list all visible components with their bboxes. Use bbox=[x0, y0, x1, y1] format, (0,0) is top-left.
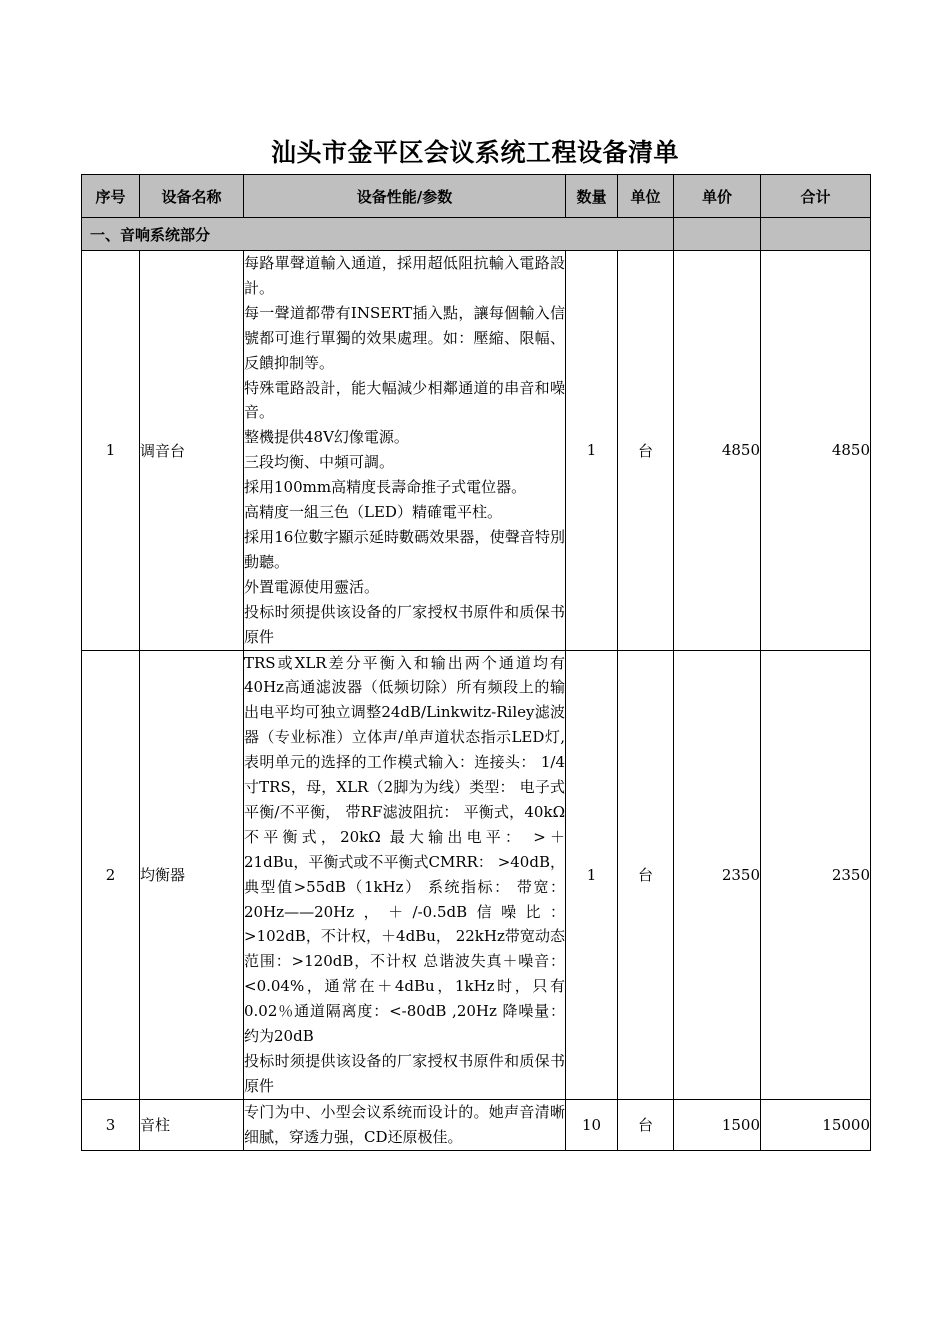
row-unit: 台 bbox=[618, 251, 674, 651]
row-qty: 1 bbox=[566, 650, 618, 1099]
row-index: 1 bbox=[82, 251, 140, 651]
spec-line: 外置電源使用靈活。 bbox=[244, 577, 380, 596]
row-spec bbox=[244, 251, 566, 651]
spec-line: 投标时须提供该设备的厂家授权书原件和质保书原件 bbox=[244, 602, 565, 646]
row-total: 15000 bbox=[761, 1099, 871, 1150]
spec-line: 三段均衡、中頻可調。 bbox=[244, 453, 395, 472]
spec-line: 专门为中、小型会议系统而设计的。她声音清晰细腻，穿透力强，CD还原极佳。 bbox=[244, 1102, 565, 1146]
spec-line: 整機提供48V幻像電源。 bbox=[244, 428, 409, 447]
row-index: 3 bbox=[82, 1099, 140, 1150]
spec-line: 特殊電路設計，能大幅減少相鄰通道的串音和噪音。 bbox=[244, 378, 565, 422]
header-index: 序号 bbox=[82, 175, 140, 218]
header-spec: 设备性能/参数 bbox=[244, 175, 566, 218]
row-qty: 10 bbox=[566, 1099, 618, 1150]
section-row-audio bbox=[82, 218, 871, 251]
row-name: 调音台 bbox=[140, 251, 244, 651]
spec-line: TRS或XLR差分平衡入和输出两个通道均有40Hz高通滤波器（低频切除）所有频段上的输出电平均可独立调整24dB/Linkwitz-Riley滤波器（专业标准）立体声/单声道状态指示LED灯,表明单元的选择的工作模式输入：连接头： 1/4寸TRS，母，XLR（2脚为为线）类型： 电子式平衡/不平衡， 带RF滤波阻抗： 平衡式，40kΩ 不平衡式，20kΩ 最大输出电平： >＋21dBu，平衡式或不平衡式CMRR： >40dB，典型值>55dB（1kHz） 系统指标： 带宽： 20Hz——20Hz，＋/-0.5dB信噪比：>102dB，不计权，＋4dBu， 22kHz带宽动态范围：>120dB，不计权 总谐波失真＋噪音：<0.04%，通常在＋4dBu，1kHz时，只有0.02％通道隔离度：<-80dB ,20Hz 降噪量： 约为20dB bbox=[244, 653, 565, 1046]
header-total: 合计 bbox=[761, 175, 871, 218]
header-unit: 单位 bbox=[618, 175, 674, 218]
row-unit: 台 bbox=[618, 650, 674, 1099]
row-name: 均衡器 bbox=[140, 650, 244, 1099]
equipment-table bbox=[81, 174, 871, 1151]
section-label: 一、音响系统部分 bbox=[82, 218, 674, 251]
row-qty: 1 bbox=[566, 251, 618, 651]
row-total: 2350 bbox=[761, 650, 871, 1099]
header-name: 设备名称 bbox=[140, 175, 244, 218]
document-title: 汕头市金平区会议系统工程设备清单 bbox=[270, 138, 679, 167]
spec-line: 高精度一組三色（LED）精確電平柱。 bbox=[244, 503, 502, 522]
table-row bbox=[82, 251, 871, 651]
row-spec bbox=[244, 1099, 566, 1150]
row-index: 2 bbox=[82, 650, 140, 1099]
header-qty: 数量 bbox=[566, 175, 618, 218]
spec-line: 每路單聲道輸入通道，採用超低阻抗輸入電路設計。 bbox=[244, 254, 565, 297]
table-row bbox=[82, 650, 871, 1099]
row-unit: 台 bbox=[618, 1099, 674, 1150]
spec-line: 每一聲道都帶有INSERT插入點，讓每個輸入信號都可進行單獨的效果處理。如：壓縮、限幅、反饋抑制等。 bbox=[244, 303, 565, 372]
table-header-row bbox=[82, 175, 871, 218]
row-price: 2350 bbox=[674, 650, 761, 1099]
spec-line: 採用100mm高精度長壽命推子式電位器。 bbox=[244, 478, 527, 497]
table-row bbox=[82, 1099, 871, 1150]
spec-line: 投标时须提供该设备的厂家授权书原件和质保书原件 bbox=[244, 1052, 565, 1095]
section-price-cell bbox=[674, 218, 761, 251]
spec-line: 採用16位數字顯示延時數碼效果器，使聲音特別動聽。 bbox=[244, 527, 565, 571]
header-price: 单价 bbox=[674, 175, 761, 218]
row-price: 1500 bbox=[674, 1099, 761, 1150]
row-price: 4850 bbox=[674, 251, 761, 651]
row-total: 4850 bbox=[761, 251, 871, 651]
row-name: 音柱 bbox=[140, 1099, 244, 1150]
section-total-cell bbox=[761, 218, 871, 251]
row-spec bbox=[244, 650, 566, 1099]
